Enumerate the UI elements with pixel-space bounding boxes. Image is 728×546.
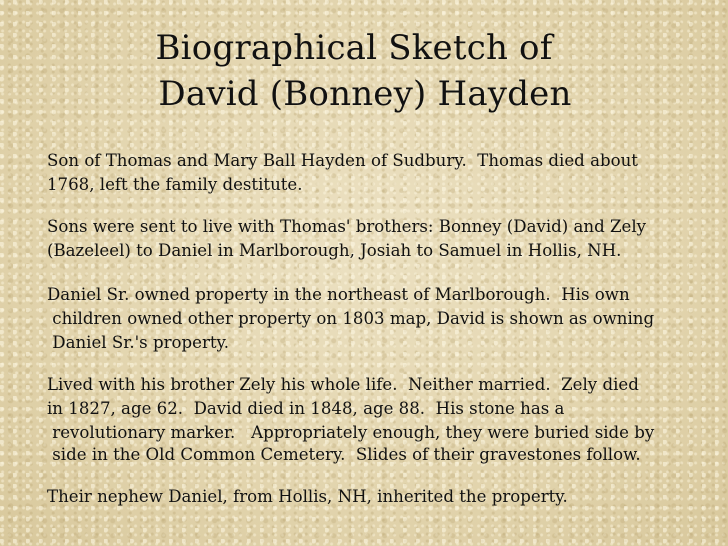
- slide-title-line-2: David (Bonney) Hayden: [158, 74, 572, 114]
- paragraph-4-line-2: in 1827, age 62. David died in 1848, age 88. His stone has a: [47, 399, 565, 418]
- paragraph-3-line-1: Daniel Sr. owned property in the northeast of Marlborough. His own: [47, 285, 630, 304]
- paragraph-3-line-3: Daniel Sr.'s property.: [47, 333, 230, 352]
- paragraph-1-line-2: 1768, left the family destitute.: [47, 175, 303, 194]
- paragraph-2-line-2: (Bazeleel) to Daniel in Marlborough, Josiah to Samuel in Hollis, NH.: [47, 241, 622, 260]
- paragraph-4-line-4: side in the Old Common Cemetery. Slides of their gravestones follow.: [47, 445, 641, 464]
- paragraph-4-line-3: revolutionary marker. Appropriately enough, they were buried side by: [47, 423, 655, 442]
- slide-title-line-1: Biographical Sketch of: [155, 28, 553, 68]
- paragraph-2-line-1: Sons were sent to live with Thomas' brothers: Bonney (David) and Zely: [47, 217, 647, 236]
- paragraph-5-line-1: Their nephew Daniel, from Hollis, NH, inherited the property.: [47, 487, 568, 506]
- paragraph-4-line-1: Lived with his brother Zely his whole life. Neither married. Zely died: [47, 375, 639, 394]
- paragraph-3-line-2: children owned other property on 1803 map, David is shown as owning: [47, 309, 655, 328]
- paragraph-1-line-1: Son of Thomas and Mary Ball Hayden of Sudbury. Thomas died about: [47, 151, 638, 170]
